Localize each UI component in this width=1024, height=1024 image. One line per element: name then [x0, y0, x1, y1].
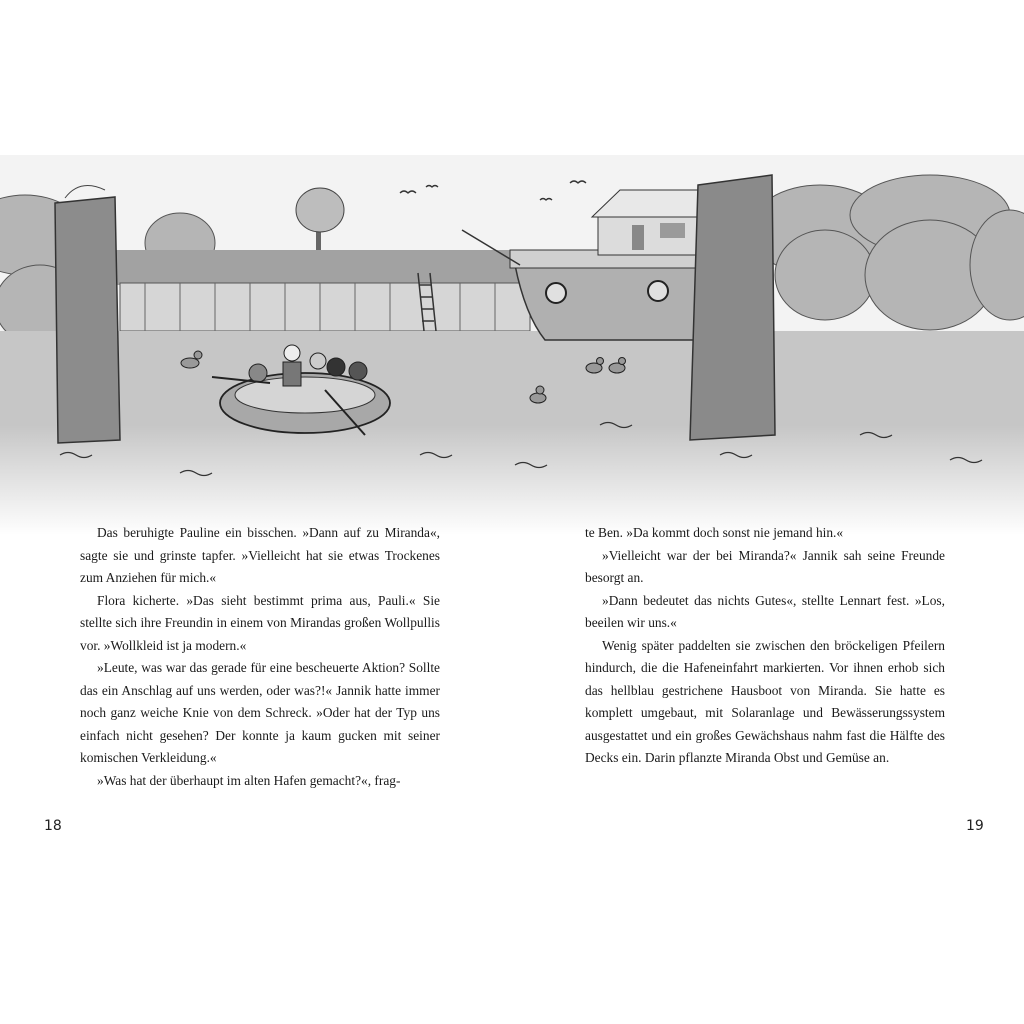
- paragraph: Das beruhigte Pauline ein bisschen. »Dann auf zu Miranda«, sagte sie und grinste tapfer. »Vielleicht hat sie etwas Trockenes zum Anziehen für mich.«: [80, 525, 440, 585]
- paragraph: »Was hat der überhaupt im alten Hafen gemacht?«, frag-: [97, 772, 401, 788]
- paragraph: te Ben. »Da kommt doch sonst nie jemand hin.«: [585, 525, 844, 540]
- harbor-illustration: [0, 155, 1024, 535]
- left-page-text: [80, 522, 440, 792]
- right-page-text: [585, 522, 945, 770]
- right-pillar: [690, 175, 775, 440]
- paragraph: »Dann bedeutet das nichts Gutes«, stellte Lennart fest. »Los, beeilen wir uns.«: [585, 592, 945, 630]
- paragraph: Wenig später paddelten sie zwischen den bröckeligen Pfeilern hindurch, die die Hafeneinfahrt markierten. Vor ihnen erhob sich das hellblau gestrichene Hausboot von Miranda. Sie hatte es komplett umgebaut, mit Solaranlage und Bewässerungssystem ausgestattet und ein großes Gewächshaus nahm fast die Hälfte des Decks ein. Darin pflanzte Miranda Obst und Gemüse an.: [585, 637, 945, 765]
- harbor-wall: [120, 283, 530, 331]
- page-number-right: 19: [966, 818, 984, 834]
- left-pillar: [55, 186, 120, 444]
- paragraph: »Vielleicht war der bei Miranda?« Jannik sah seine Freunde besorgt an.: [585, 547, 945, 585]
- page-number-left: 18: [44, 818, 62, 834]
- hedge: [110, 250, 530, 285]
- paragraph: »Leute, was war das gerade für eine bescheuerte Aktion? Sollte das ein Anschlag auf uns werden, oder was?!« Jannik hatte immer noch ganz weiche Knie von dem Schreck. »Oder hat der Typ uns einfach nicht gesehen? Der konnte ja kaum gucken mit seiner komischen Verkleidung.«: [80, 660, 440, 765]
- paragraph: Flora kicherte. »Das sieht bestimmt prima aus, Pauli.« Sie stellte sich ihre Freundin in einem von Mirandas großen Wollpullis vor. »Wollkleid ist ja modern.«: [80, 592, 440, 653]
